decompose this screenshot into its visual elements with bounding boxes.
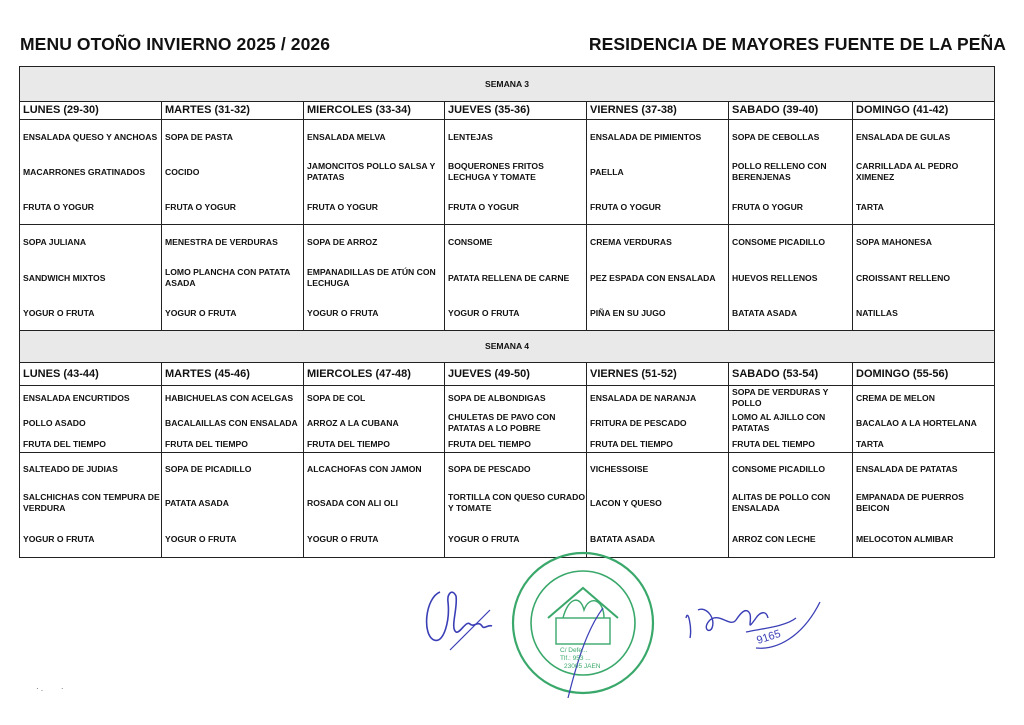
dinner-dish: CREMA VERDURAS — [590, 237, 672, 247]
week-title: SEMANA 4 — [20, 331, 995, 363]
lunch-dish: FRUTA O YOGUR — [448, 201, 519, 212]
day-header: VIERNES (37-38) — [587, 102, 729, 120]
dinner-dish: PATATA RELLENA DE CARNE — [448, 272, 570, 283]
day-header: JUEVES (35-36) — [445, 102, 587, 120]
day-header: MARTES (45-46) — [162, 363, 304, 386]
lunch-cell — [445, 120, 587, 225]
lunch-dish: ARROZ A LA CUBANA — [307, 417, 399, 428]
lunch-dish: HABICHUELAS CON ACELGAS — [165, 392, 294, 403]
lunch-dish: TARTA — [856, 201, 884, 212]
day-header: VIERNES (51-52) — [587, 363, 729, 386]
lunch-dish: FRUTA DEL TIEMPO — [448, 438, 531, 449]
lunch-cell — [162, 120, 304, 225]
lunch-dish: FRUTA O YOGUR — [23, 201, 94, 212]
lunch-dish: SOPA DE PASTA — [165, 131, 233, 142]
stamp-line-2: Tlf.: 953 ... — [560, 655, 591, 662]
lunch-dish: SOPA DE CEBOLLAS — [732, 131, 820, 142]
dinner-dish: SALTEADO DE JUDIAS — [23, 463, 118, 474]
day-header: LUNES (43-44) — [20, 363, 162, 386]
dinner-cell — [729, 225, 853, 332]
lunch-dish: TARTA — [856, 438, 884, 449]
lunch-dish: FRUTA O YOGUR — [732, 201, 803, 212]
day-header: SABADO (39-40) — [729, 102, 853, 120]
dinner-dish: TORTILLA CON QUESO CURADO Y TOMATE — [448, 492, 586, 513]
dinner-dish: EMPANADILLAS DE ATÚN CON LECHUGA — [307, 267, 436, 288]
dinner-dish: YOGUR O FRUTA — [165, 308, 237, 318]
lunch-dish: SOPA DE ALBONDIGAS — [448, 392, 546, 403]
lunch-cell — [853, 386, 995, 453]
lunch-cell — [162, 386, 304, 453]
lunch-dish: SOPA DE VERDURAS Y POLLO — [732, 387, 829, 408]
stamp-line-1: C/ Defe... — [560, 647, 588, 654]
dinner-cell — [162, 225, 304, 332]
dinner-dish: MELOCOTON ALMIBAR — [856, 533, 954, 544]
lunch-cell — [20, 120, 162, 225]
dinner-cell — [853, 225, 995, 332]
lunch-dish: ENSALADA DE GULAS — [856, 131, 951, 142]
dinner-dish: SANDWICH MIXTOS — [23, 272, 106, 283]
dinner-dish: ALCACHOFAS CON JAMON — [307, 463, 422, 474]
dinner-dish: ARROZ CON LECHE — [732, 533, 816, 544]
dinner-cell — [853, 453, 995, 558]
lunch-dish: FRUTA O YOGUR — [590, 201, 661, 212]
signature-1 — [420, 580, 500, 655]
lunch-cell — [587, 386, 729, 453]
day-header: JUEVES (49-50) — [445, 363, 587, 386]
lunch-dish: FRUTA DEL TIEMPO — [590, 438, 673, 449]
lunch-dish: SOPA DE COL — [307, 392, 366, 403]
dinner-cell — [162, 453, 304, 558]
dinner-dish: YOGUR O FRUTA — [23, 308, 95, 318]
dinner-dish: PIÑA EN SU JUGO — [590, 308, 666, 318]
dinner-dish: ROSADA CON ALI OLI — [307, 497, 399, 508]
official-stamp — [508, 548, 658, 698]
dinner-dish: SOPA DE PICADILLO — [165, 463, 252, 474]
dinner-dish: EMPANADA DE PUERROS BEICON — [856, 492, 964, 513]
lunch-cell — [853, 120, 995, 225]
dinner-dish: HUEVOS RELLENOS — [732, 272, 818, 283]
day-header: MIERCOLES (47-48) — [304, 363, 445, 386]
svg-text:9165: 9165 — [755, 627, 783, 647]
dinner-dish: PEZ ESPADA CON ENSALADA — [590, 272, 716, 283]
dinner-cell — [729, 453, 853, 558]
lunch-cell — [304, 120, 445, 225]
dinner-dish: CONSOME — [448, 237, 493, 247]
dinner-dish: PATATA ASADA — [165, 497, 229, 508]
dinner-dish: YOGUR O FRUTA — [165, 533, 237, 544]
dinner-dish: YOGUR O FRUTA — [307, 533, 379, 544]
lunch-cell — [445, 386, 587, 453]
dinner-cell — [20, 225, 162, 332]
dinner-dish: LACON Y QUESO — [590, 497, 662, 508]
lunch-dish: COCIDO — [165, 166, 200, 177]
day-header: MARTES (31-32) — [162, 102, 304, 120]
lunch-cell — [729, 386, 853, 453]
lunch-dish: ENSALADA DE NARANJA — [590, 392, 697, 403]
residence-name: RESIDENCIA DE MAYORES FUENTE DE LA PEÑA — [588, 34, 1006, 54]
dinner-dish: CONSOME PICADILLO — [732, 463, 826, 474]
dinner-dish: SALCHICHAS CON TEMPURA DE VERDURA — [23, 492, 160, 513]
lunch-dish: FRUTA DEL TIEMPO — [307, 438, 390, 449]
dinner-dish: SOPA DE ARROZ — [307, 237, 378, 247]
lunch-dish: BOQUERONES FRITOS LECHUGA Y TOMATE — [448, 161, 544, 182]
dinner-dish: MENESTRA DE VERDURAS — [165, 237, 278, 247]
lunch-dish: FRUTA O YOGUR — [307, 201, 378, 212]
dinner-dish: SOPA DE PESCADO — [448, 463, 531, 474]
lunch-dish: CHULETAS DE PAVO CON PATATAS A LO POBRE — [448, 412, 556, 433]
lunch-dish: LENTEJAS — [448, 131, 493, 142]
dinner-cell — [304, 453, 445, 558]
dinner-dish: SOPA MAHONESA — [856, 237, 932, 247]
lunch-dish: CARRILLADA AL PEDRO XIMENEZ — [856, 161, 959, 182]
week-table-3 — [19, 66, 995, 332]
dinner-dish: YOGUR O FRUTA — [448, 533, 520, 544]
lunch-dish: JAMONCITOS POLLO SALSA Y PATATAS — [307, 161, 436, 182]
dinner-dish: SOPA JULIANA — [23, 237, 87, 247]
menu-title: MENU OTOÑO INVIERNO 2025 / 2026 — [20, 34, 331, 54]
day-header: MIERCOLES (33-34) — [304, 102, 445, 120]
dinner-dish: YOGUR O FRUTA — [23, 533, 95, 544]
dinner-dish: YOGUR O FRUTA — [307, 308, 379, 318]
dinner-cell — [445, 225, 587, 332]
lunch-dish: ENSALADA ENCURTIDOS — [23, 392, 130, 403]
lunch-cell — [729, 120, 853, 225]
lunch-dish: PAELLA — [590, 166, 624, 177]
lunch-dish: FRUTA O YOGUR — [165, 201, 236, 212]
lunch-dish: CREMA DE MELON — [856, 392, 935, 403]
lunch-dish: FRUTA DEL TIEMPO — [165, 438, 248, 449]
lunch-dish: POLLO ASADO — [23, 417, 86, 428]
dinner-dish: VICHESSOISE — [590, 463, 649, 474]
lunch-dish: ENSALADA DE PIMIENTOS — [590, 131, 702, 142]
stamp-line-3: 23005 JAEN — [564, 663, 601, 670]
week-title: SEMANA 3 — [20, 67, 995, 102]
lunch-dish: MACARRONES GRATINADOS — [23, 166, 146, 177]
dinner-cell — [587, 453, 729, 558]
lunch-cell — [20, 386, 162, 453]
day-header: LUNES (29-30) — [20, 102, 162, 120]
dinner-dish: BATATA ASADA — [732, 308, 798, 318]
lunch-cell — [587, 120, 729, 225]
lunch-dish: BACALAILLAS CON ENSALADA — [165, 417, 298, 428]
day-header: DOMINGO (55-56) — [853, 363, 995, 386]
lunch-dish: BACALAO A LA HORTELANA — [856, 417, 977, 428]
lunch-dish: ENSALADA MELVA — [307, 131, 386, 142]
lunch-dish: POLLO RELLENO CON BERENJENAS — [732, 161, 827, 182]
lunch-dish: LOMO AL AJILLO CON PATATAS — [732, 412, 826, 433]
dinner-dish: ALITAS DE POLLO CON ENSALADA — [732, 492, 831, 513]
dinner-dish: CROISSANT RELLENO — [856, 272, 951, 283]
scan-marks: · . · — [36, 684, 64, 693]
dinner-cell — [587, 225, 729, 332]
dinner-dish: LOMO PLANCHA CON PATATA ASADA — [165, 267, 291, 288]
dinner-dish: YOGUR O FRUTA — [448, 308, 520, 318]
dinner-dish: CONSOME PICADILLO — [732, 237, 826, 247]
dinner-dish: BATATA ASADA — [590, 533, 656, 544]
dinner-dish: NATILLAS — [856, 308, 898, 318]
lunch-dish: FRUTA DEL TIEMPO — [23, 438, 106, 449]
lunch-dish: FRUTA DEL TIEMPO — [732, 438, 815, 449]
lunch-dish: FRITURA DE PESCADO — [590, 417, 687, 428]
dinner-cell — [20, 453, 162, 558]
lunch-dish: ENSALADA QUESO Y ANCHOAS — [23, 131, 158, 142]
dinner-cell — [304, 225, 445, 332]
signature-2 — [676, 588, 826, 668]
dinner-cell — [445, 453, 587, 558]
dinner-dish: ENSALADA DE PATATAS — [856, 463, 958, 474]
day-header: SABADO (53-54) — [729, 363, 853, 386]
lunch-cell — [304, 386, 445, 453]
day-header: DOMINGO (41-42) — [853, 102, 995, 120]
week-table-4 — [19, 330, 995, 558]
